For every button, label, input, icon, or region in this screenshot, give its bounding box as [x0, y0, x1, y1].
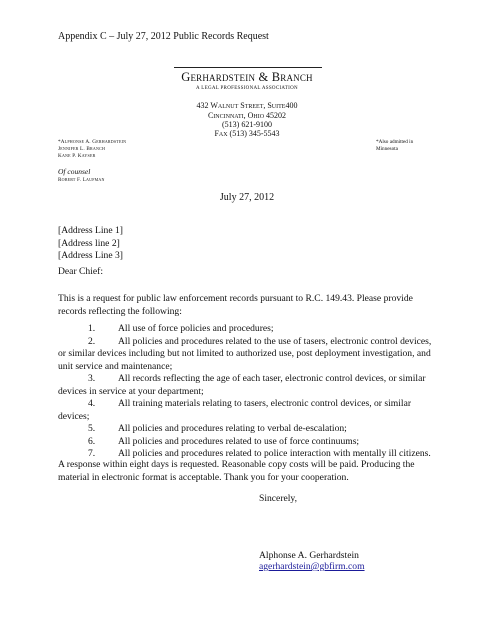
address-line: [Address Line 3]	[58, 250, 124, 261]
attorney-name: *Alphonse A. Gerhardstein	[58, 139, 127, 145]
list-item-text: All use of force policies and procedures;	[118, 323, 274, 334]
of-counsel-name: Robert F. Laufman	[58, 177, 105, 183]
list-item-number: 4.	[88, 398, 96, 409]
signature-name: Alphonse A. Gerhardstein	[259, 550, 359, 561]
attorney-name: Jennifer L. Branch	[58, 146, 106, 152]
list-item	[58, 423, 440, 436]
closing-paragraph: A response within eight days is requested. Reasonable copy costs will be paid. Producing the material in electronic format is acceptable. Thank you for your cooperation.	[58, 459, 415, 483]
intro-paragraph: This is a request for public law enforcement records pursuant to R.C. 149.43. Please provide records reflecting the following:	[58, 293, 413, 317]
list-item-text: All policies and procedures related to use of force continuums;	[118, 435, 360, 447]
appendix-header: Appendix C – July 27, 2012 Public Records Request	[58, 31, 269, 42]
list-item-text: All policies and procedures relating to verbal de-escalation;	[118, 423, 347, 434]
signature-email-link[interactable]: agerhardstein@gbfirm.com	[259, 561, 365, 572]
admitted-note: *Also admitted in	[376, 139, 414, 145]
list-item	[58, 398, 440, 423]
list-item-text: All training materials relating to tasers, electronic control devices, or similar devices;	[58, 398, 412, 422]
list-item	[58, 336, 440, 374]
list-item-number: 1.	[88, 323, 96, 334]
address-line: [Address line 2]	[58, 237, 120, 249]
list-item-number: 2.	[88, 335, 96, 347]
firm-phone: (513) 621-9100	[222, 120, 272, 129]
recipient-address	[58, 225, 123, 263]
firm-subtitle: A LEGAL PROFESSIONAL ASSOCIATION	[196, 86, 298, 91]
admitted-note-state: Minnesota	[376, 146, 398, 152]
request-list	[58, 323, 440, 461]
list-item-number: 3.	[88, 373, 96, 384]
list-item	[58, 323, 440, 336]
list-item-text: All policies and procedures related to police interaction with mentally ill citizens.	[118, 448, 431, 459]
sign-off: Sincerely,	[259, 493, 298, 504]
firm-fax: Fax (513) 345-5543	[214, 129, 280, 138]
of-counsel-heading: Of counsel	[58, 167, 91, 176]
firm-street: 432 Walnut Street, Suite400	[196, 101, 298, 110]
list-item-number: 7.	[88, 448, 96, 459]
firm-city: Cincinnati, Ohio 45202	[207, 111, 287, 120]
list-item-text: All records reflecting the age of each taser, electronic control devices, or similar devices in service at your department;	[58, 373, 426, 397]
list-item	[58, 436, 440, 449]
address-line: [Address Line 1]	[58, 225, 124, 236]
firm-name: Gerhardstein & Branch	[181, 70, 313, 84]
list-item-number: 5.	[88, 423, 96, 434]
list-item	[58, 373, 440, 398]
salutation: Dear Chief:	[58, 266, 104, 277]
attorney-name: Kane P. Kayser	[58, 153, 96, 159]
list-item-text: All policies and procedures related to the use of tasers, electronic control devices, or similar devices including but not limited to authorized use, post deployment investigation, and unit service and maintenance;	[58, 335, 432, 372]
list-item-number: 6.	[88, 435, 96, 447]
letter-date: July 27, 2012	[219, 192, 275, 203]
letterhead-rule	[174, 67, 322, 68]
